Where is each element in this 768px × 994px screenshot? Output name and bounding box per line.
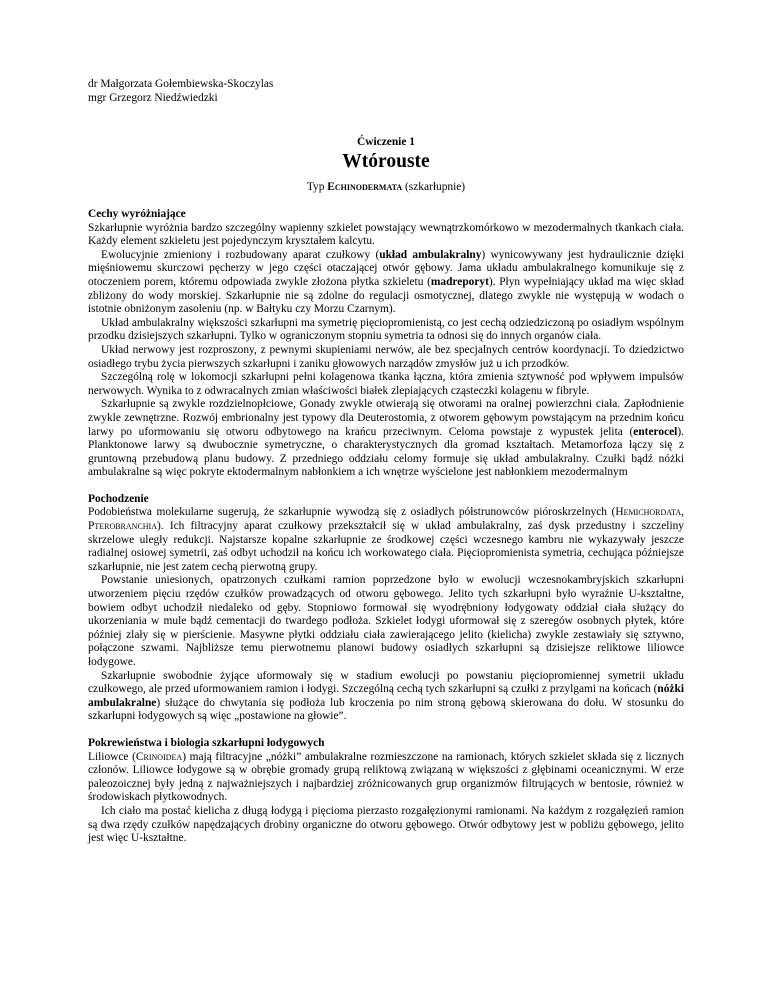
section-heading: Cechy wyróżniające — [88, 208, 186, 220]
taxon-name: Crinoidea — [135, 750, 183, 763]
paragraph — [88, 574, 684, 669]
text-run: Szkarłupnie wyróżnia bardzo szczególny wapienny szkielet powstający wewnątrzkomórkowo w mezodermalnych tkankach ciała. Każdy element szkieletu jest pojedynczym kryształem kalcytu. — [88, 221, 684, 248]
text-run: Powstanie uniesionych, opatrzonych czułkami ramion poprzedzone było w ewolucji wczesnokambryjskich szkarłupni utworzeniem pięciu rzędów czułków prowadzących od otworu gębowego. Jelito tych szkarłupni było wyraźnie U-kształtne, bowiem odbyt uchodził niedaleko od gęby. Stopniowo formował się wyodrębniony łodygowaty oddział ciała służący do ukorzeniania w mule bądź cementacji do twardego podłoża. Szkielet łodygi uformował się z szeregów osobnych płytek, które później zlały się w pierścienie. Masywne płytki oddziału ciała zawierającego jelito (kielicha) zwykle zestawiały się sztywno, połączone szwami. Najbliższe temu pierwotnemu planowi budowy osiadłych szkarłupni są dzisiejsze reliktowe liliowce łodygowe. — [88, 574, 684, 668]
text-run: ) mają filtracyjne „nóżki” ambulakralne rozmieszczone na ramionach, których szkielet składa się z licznych członów. Liliowce łodygowe są w obrębie gromady grupą reliktową związaną w większości z głębinami oceanicznymi. W erze paleozoicznej były jedną z najważniejszych i najbardziej zróżnicowanych grup organizmów filtrujących w bentosie, również w środowiskach płytkowodnych. — [88, 750, 684, 804]
taxon-name: Hemichordata, Pterobranchia — [88, 506, 684, 533]
paragraph — [88, 398, 684, 480]
paragraph — [88, 805, 684, 846]
paragraph — [88, 317, 684, 344]
type-name: Echinodermata — [327, 181, 403, 193]
text-run: Układ nerwowy jest rozproszony, z pewnymi skupieniami nerwów, ale bez specjalnych centrów koordynacji. To dziedzictwo osiadłego trybu życia pierwszych szkarłupni i zaniku głowowych narządów zmysłów już u ich przodków. — [88, 343, 684, 370]
text-run: ) służące do chwytania się podłoża lub kroczenia po nim stroną gębową skierowana do dołu. W stosunku do szkarłupni łodygowych są więc „postawione na głowie”. — [88, 696, 684, 723]
text-run: Układ ambulakralny większości szkarłupni ma symetrię pięciopromienistą, co jest cechą odziedziczoną po osiadłym wspólnym przodku dzisiejszych szkarłupni. Tylko w ograniczonym stopniu symetria ta odnosi się do innych organów ciała. — [88, 316, 684, 343]
type-line — [88, 181, 684, 195]
bold-term: madreporyt — [430, 275, 489, 288]
bold-term: układ ambulakralny — [379, 248, 482, 261]
section-heading: Pochodzenie — [88, 492, 149, 505]
author-1: dr Małgorzata Gołembiewska-Skoczylas — [88, 78, 274, 90]
section — [88, 737, 684, 846]
type-suffix: (szkarłupnie) — [402, 181, 466, 193]
bold-term: enterocel — [633, 425, 678, 438]
text-run: Szkarłupnie swobodnie żyjące uformowały się w stadium ewolucji po powstaniu pięciopromiennej symetrii układu czułkowego, ale przed uformowaniem ramion i łodygi. Szczególną cechą tych szkarłupni są czułki z przylgami na końcach ( — [88, 669, 684, 696]
paragraph — [88, 249, 684, 317]
authors-block — [88, 78, 684, 106]
author-2: mgr Grzegorz Niedźwiedzki — [88, 92, 218, 104]
text-run: ). Płyn wypełniający układ ma więc skład zbliżony do wody morskiej. Szkarłupnie nie są zdolne do regulacji osmotycznej, dlatego zwykle nie występują w wodach o istotnie obniżonym zasoleniu (np. w Bałtyku czy Morzu Czarnym). — [88, 275, 684, 316]
section-heading: Pokrewieństwa i biologia szkarłupni łodygowych — [88, 736, 325, 749]
section — [88, 493, 684, 724]
text-run: Liliowce ( — [88, 750, 136, 763]
text-run: Ewolucyjnie zmieniony i rozbudowany aparat czułkowy ( — [101, 248, 380, 261]
exercise-label: Ćwiczenie 1 — [357, 136, 415, 148]
text-run: ). Planktonowe larwy są dwubocznie symetryczne, o charakterystycznych dla gromad kształtach. Metamorfoza łączy się z gruntowną przebudową planu budowy. Z przedniego oddziału celomy formuje się układ ambulakralny. Czułki bądź nóżki ambulakralne są więc pokryte ektodermalnym nabłonkiem a ich wnętrze wyścielone jest nabłonkiem mezodermalnym — [88, 425, 684, 479]
paragraph — [88, 670, 684, 724]
document-page — [88, 78, 684, 846]
text-run: Szkarłupnie są zwykle rozdzielnopłciowe, Gonady zwykle otwierają się otworami na oralnej powierzchni ciała. Zapłodnienie zwykle zewnętrzne. Rozwój embrionalny jest typowy dla Deuterostomia, z otworem gębowym powstającym na przednim końcu larwy po uformowaniu się otworu odbytowego na krańcu przeciwnym. Celoma powstaje z wypustek jelita ( — [88, 398, 684, 438]
paragraph — [88, 751, 684, 805]
text-run: ). Ich filtracyjny aparat czułkowy przekształcił się w układ ambulakralny, zaś dysk przedustny i szczeliny skrzelowe uległy redukcji. Najstarsze kopalne szkarłupnie ze środkowej części wczesnego kambru nie wykazywały jeszcze radialnej osiowej symetrii, zaś odbyt uchodził na końcu ich workowatego ciała. Pięciopromienista symetria, cechująca późniejsze szkarłupnie, nie jest zatem cechą pierwotną grupy. — [88, 520, 684, 573]
paragraph — [88, 344, 684, 371]
type-prefix: Typ — [306, 181, 328, 193]
section — [88, 208, 684, 480]
sections-container — [88, 208, 684, 846]
paragraph — [88, 371, 684, 398]
text-run: Szczególną rolę w lokomocji szkarłupni pełni kolagenowa tkanka łączna, która zmienia sztywność pod wpływem impulsów nerwowych. Wynika to z odwracalnych zmian właściwości białek zlepiających cząsteczki kolagenu w fibryle. — [88, 371, 684, 397]
page-title: Wtórouste — [342, 151, 430, 172]
text-run: Ich ciało ma postać kielicha z długą łodygą i pięcioma pierzasto rozgałęzionymi ramionami. Na każdym z rozgałęzień ramion są dwa rzędy czułków napędzających drobiny organiczne do otworu gębowego. Otwór odbytowy jest w pobliżu gębowego, jelito jest więc U-kształtne. — [88, 804, 684, 845]
bold-term: nóżki ambulakralne — [88, 683, 684, 709]
paragraph — [88, 222, 684, 249]
text-run: Podobieństwa molekularne sugerują, że szkarłupnie wywodzą się z osiadłych półstrunowców pióroskrzelnych ( — [88, 506, 616, 519]
paragraph — [88, 506, 684, 574]
text-run: ) wynicowywany jest hydraulicznie dzięki mięśniowemu skurczowi pęcherzy w jego części otaczającej otwór gębowy. Jama układu ambulakralnego komunikuje się z otoczeniem porem, któremu odpowiada zwykle złożona płytka szkieletu ( — [88, 248, 684, 288]
